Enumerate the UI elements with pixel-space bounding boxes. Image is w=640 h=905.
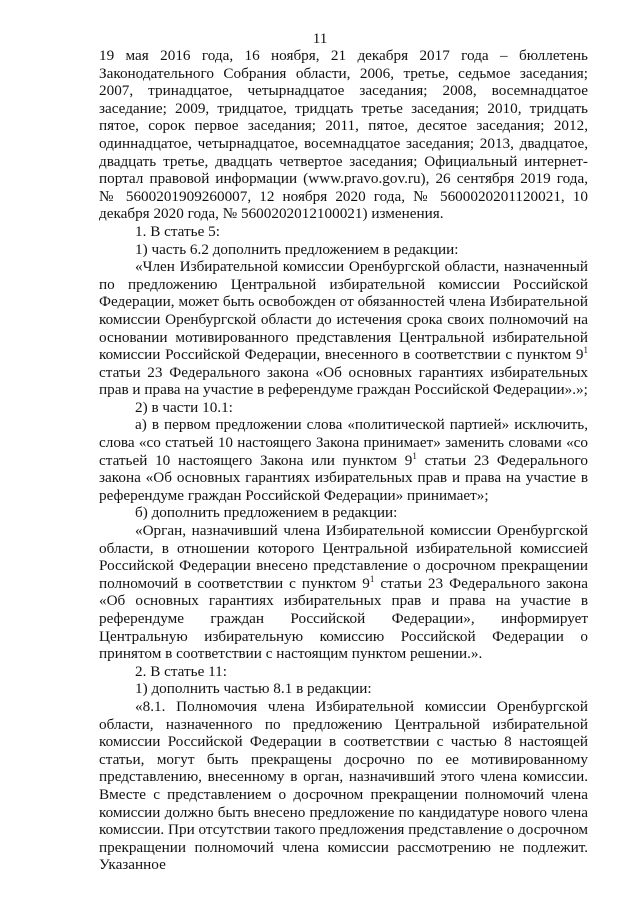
superscript: 1 xyxy=(583,345,588,356)
paragraph-part-6-2: 1) часть 6.2 дополнить предложением в редакции: xyxy=(135,240,459,258)
paragraph-subitem-b: б) дополнить предложением в редакции: xyxy=(135,504,398,522)
superscript: 1 xyxy=(369,573,375,584)
paragraph-part-8-1: 1) дополнить частью 8.1 в редакции: xyxy=(135,680,372,698)
paragraph-subitem-a: а) в первом предложении слова «политической партией» исключить, слова «со статьей 10 настоящего Закона принимает» заменить словами «со статьей 10 настоящего Закона или пунктом $9^1$ статьи 23 Федерального закона «Об основных гарантиях избирательных прав и права на участие в референдуме граждан Российской Федерации» принимает»; xyxy=(99,416,588,504)
page-number: 11 xyxy=(312,30,328,47)
paragraph-part-10-1: 2) в части 10.1: xyxy=(135,398,233,416)
superscript: 1 xyxy=(412,450,417,461)
paragraph-quote-member-dismissal: «Член Избирательной комиссии Оренбургской области, назначенный по предложению Центральной избирательной комиссии Российской Федерации, может быть освобожден от обязанностей члена Избирательной комиссии Оренбургской области до истечения срока своих полномочий на основании мотивированного представления Центральной избирательной комиссии Российской Федерации, внесенного в соответствии с пунктом $9^1$ статьи 23 Федерального закона «Об основных гарантиях избирательных прав и права на участие в референдуме граждан Российской Федерации».»; xyxy=(99,258,588,399)
paragraph-legislation-references: 19 мая 2016 года, 16 ноября, 21 декабря 2017 года – бюллетень Законодательного Собрания области, 2006, третье, седьмое заседания; 2007, тринадцатое, четырнадцатое заседания; 2008, восемнадцатое заседание; 2009, тридцатое, тридцать третье заседания; 2010, тридцать пятое, сорок первое заседания; 2011, пятое, десятое заседания; 2012, одиннадцатое, четырнадцатое, восемнадцатое заседания; 2013, двадцатое, двадцать третье, двадцать четвертое заседания; Официальный интернет-портал правовой информации (www.pravo.gov.ru), 26 сентября 2019 года, № 5600201909260007, 12 ноября 2020 года, № 5600020201120021, 10 декабря 2020 года, № 5600202012100021) изменения. xyxy=(99,47,588,223)
paragraph-article-5-heading: 1. В статье 5: xyxy=(135,222,220,240)
paragraph-quote-organ-informs: «Орган, назначивший члена Избирательной комиссии Оренбургской области, в отношении которого Центральной избирательной комиссией Российской Федерации внесено представление о досрочном прекращении полномочий в соответствии с пунктом $9^1$ статьи 23 Федерального закона «Об основных гарантиях избирательных прав и права на участие в референдуме граждан Российской Федерации», информирует Центральную избирательную комиссию Российской Федерации о принятом в соответствии с настоящим пунктом решении.». xyxy=(99,522,589,663)
document-body xyxy=(99,47,588,874)
paragraph-article-11-heading: 2. В статье 11: xyxy=(135,662,227,680)
paragraph-quote-8-1: «8.1. Полномочия члена Избирательной комиссии Оренбургской области, назначенного по предложению Центральной избирательной комиссии Российской Федерации в соответствии с частью 8 настоящей статьи, могут быть прекращены досрочно по ее мотивированному представлению, внесенному в орган, назначивший этого члена комиссии. Вместе с представлением о досрочном прекращении полномочий члена комиссии должно быть внесено предложение по кандидатуре нового члена комиссии. При отсутствии такого предложения представление о досрочном прекращении полномочий члена комиссии рассмотрению не подлежит. Указанное xyxy=(99,697,588,874)
